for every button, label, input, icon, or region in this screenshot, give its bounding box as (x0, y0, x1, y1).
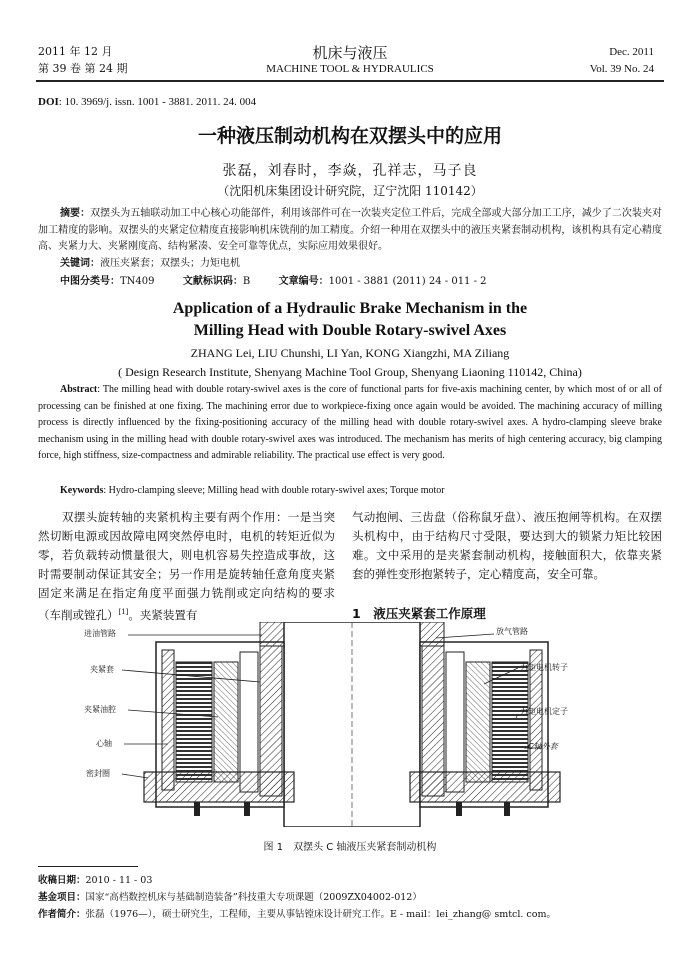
abstract-en-label: Abstract (60, 384, 98, 395)
fig-label-motor-stator: 力矩电机定子 (520, 707, 568, 716)
citation-ref: [1] (118, 608, 129, 616)
header-date-en: Dec. 2011 (609, 46, 654, 58)
title-en-line1: Application of a Hydraulic Brake Mechanism in the (172, 300, 528, 317)
fig-label-seal-ring: 密封圈 (86, 769, 110, 778)
abstract-cn-label: 摘要： (60, 208, 91, 219)
doi-label: DOI (38, 96, 59, 108)
keywords-en-text: : Hydro-clamping sleeve; Milling head with double rotary-swivel axes; Torque motor (103, 485, 445, 496)
abstract-en-text: : The milling head with double rotary-swivel axes is the core of functional parts for five-axis machining center, by which most of or all of processing can be finished at one fixing. The machining error due to workpiece-fixing once again would be avoided. The machining accuracy of milling process is directly influenced by the fixing-positioning accuracy of the milling head with double rotary-swivel axes. A hydro-clamping sleeve brake mechanism using in the milling head with double rotary-swivel axes was introduced. The mechanism has merits of high centering accuracy, big clamping force, high stiffness, size-compactness and admirable reliability. The practical use effect is very good. (38, 384, 662, 461)
author-bio-label: 作者简介： (38, 909, 86, 920)
fig-label-c-axis-housing: C轴外套 (528, 742, 558, 751)
keywords-en (60, 483, 445, 500)
abstract-en (38, 382, 662, 465)
body-left-text: 双摆头旋转轴的夹紧机构主要有两个作用：一是当突然切断电源或因故障电网突然停电时，电机的转矩近似为零，若负载转动惯量很大，则电机容易失控造成事故，这时需要制动保证其安全；另一作用是旋转轴任意角度夹紧固定来满足在指定角度平面强力铣削或定向结构的要求（车削或镗孔） (38, 510, 335, 622)
fig-label-oil-inlet: 进油管路 (84, 629, 116, 638)
keywords-cn-text: 液压夹紧套；双摆头；力矩电机 (100, 258, 240, 269)
doi-value: : 10. 3969/j. issn. 1001 - 3881. 2011. 24. 004 (58, 96, 257, 108)
body-left-column (38, 508, 335, 625)
figure-1 (84, 622, 620, 827)
figure-drawing (84, 622, 620, 827)
article-no-value: 1001 - 3881 (2011) 24 - 011 - 2 (328, 276, 487, 287)
title-cn: 一种液压制动机构在双摆头中的应用 (197, 125, 502, 147)
received-value: 2010 - 11 - 03 (85, 875, 153, 886)
journal-title-en: MACHINE TOOL & HYDRAULICS (266, 63, 434, 75)
abstract-cn (38, 206, 662, 256)
authors-en: ZHANG Lei, LIU Chunshi, LI Yan, KONG Xiangzhi, MA Ziliang (190, 346, 510, 360)
doc-code-label: 文献标识码： (182, 276, 243, 287)
abstract-cn-text: 双摆头为五轴联动加工中心核心功能部件，利用该部件可在一次装夹定位工件后，完成全部或大部分加工工序，减少了二次装夹对加工精度的影响。双摆头的夹紧定位精度直接影响机床铣削的加工精度。介绍一种用在双摆头中的液压夹紧套制动机构，该机构具有定心精度高、夹紧力大、夹紧刚度高、结构紧凑、安全可靠等优点，实际应用效果很好。 (38, 208, 663, 252)
keywords-en-label: Keywords (60, 485, 104, 496)
classification-line (60, 274, 487, 291)
fig-label-motor-rotor: 力矩电机转子 (520, 663, 568, 672)
fig-label-mandrel: 心轴 (96, 739, 112, 748)
affiliation-cn: （沈阳机床集团设计研究院，辽宁沈阳 110142） (217, 184, 483, 198)
section-heading-1: 1 液压夹紧套工作原理 (352, 606, 486, 621)
body-right-text: 气动抱闸、三齿盘（俗称鼠牙盘）、液压抱闸等机构。在双摆头机构中，由于结构尺寸受限，要达到大的锁紧力矩比较困难。文中采用的是夹紧套制动机构，接触面积大，依靠夹紧套的弹性变形抱紧转子，定心精度高，安全可靠。 (352, 510, 662, 581)
fund-label: 基金项目： (38, 892, 86, 903)
author-bio-value: 张磊（1976—），硕士研究生，工程师，主要从事钻镗床设计研究工作。E - mail：lei_zhang@ smtcl. com。 (85, 909, 556, 920)
keywords-cn (60, 256, 240, 273)
author-bio (38, 906, 662, 923)
keywords-cn-label: 关键词： (60, 258, 100, 269)
fund-info (38, 889, 662, 906)
doi-line (38, 96, 256, 108)
header-rule (36, 80, 664, 82)
doc-code-value: B (242, 276, 251, 287)
title-en-line2: Milling Head with Double Rotary-swivel Axes (193, 322, 507, 339)
fig-label-vent-line: 放气管路 (496, 627, 528, 636)
journal-title-cn: 机床与液压 (312, 44, 388, 62)
article-no-label: 文章编号： (278, 276, 329, 287)
clc-value: TN409 (120, 276, 155, 287)
header-volume-cn: 第 39 卷 第 24 期 (38, 62, 128, 75)
authors-cn: 张磊，刘春时，李焱，孔祥志，马子良 (222, 163, 478, 179)
header-volume-en: Vol. 39 No. 24 (589, 63, 654, 75)
footnote-rule (38, 866, 138, 867)
fig-label-clamp-chamber: 夹紧油腔 (84, 705, 116, 714)
clc-label: 中图分类号： (60, 276, 120, 287)
header-date-cn: 2011 年 12 月 (38, 45, 113, 58)
body-right-column (352, 508, 662, 584)
body-left-tail: 。夹紧装置有 (128, 607, 198, 622)
received-label: 收稿日期： (38, 875, 86, 886)
footnotes (38, 872, 662, 923)
figure-caption: 图 1 双摆头 C 轴液压夹紧套制动机构 (263, 842, 437, 853)
affiliation-en: ( Design Research Institute, Shenyang Machine Tool Group, Shenyang Liaoning 110142, China) (118, 365, 582, 379)
fig-label-clamp-sleeve: 夹紧套 (90, 665, 114, 674)
fund-value: 国家“高档数控机床与基础制造装备”科技重大专项课题（2009ZX04002-012） (85, 892, 422, 903)
received-date (38, 872, 662, 889)
